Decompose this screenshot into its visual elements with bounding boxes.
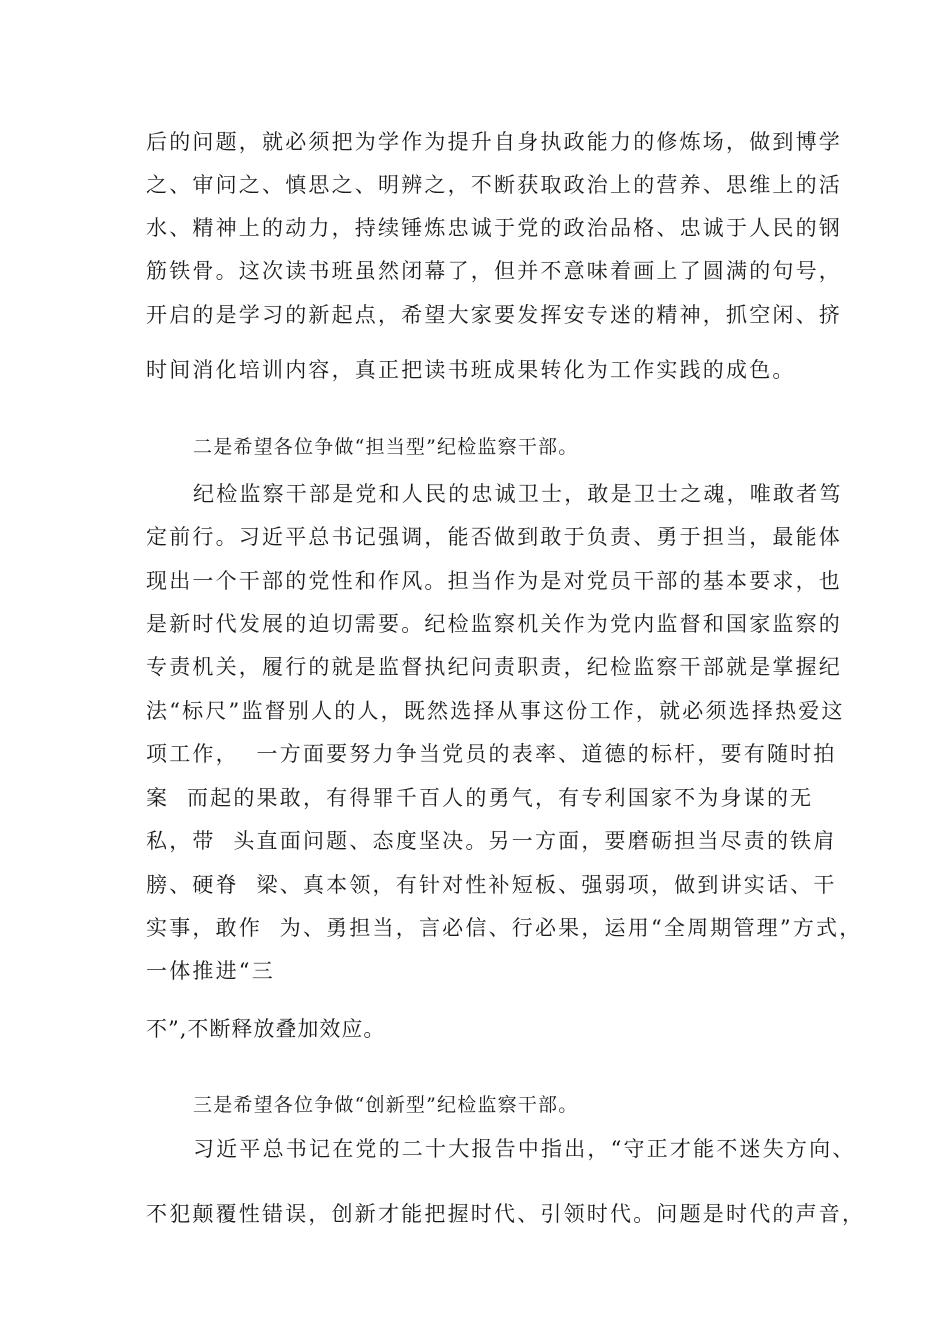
paragraph-2-line-9: 私，带 头直面问题、态度坚决。另一方面，要磨砺担当尽责的铁肩 bbox=[146, 829, 837, 853]
paragraph-1-line-2: 之、审问之、慎思之、明辨之，不断获取政治上的营养、思维上的活 bbox=[146, 173, 842, 197]
paragraph-3-line-2: 不犯颠覆性错误，创新才能把握时代、引领时代。问题是时代的声音， bbox=[146, 1202, 866, 1226]
paragraph-2-line-2: 定前行。习近平总书记强调，能否做到敢于负责、勇于担当，最能体 bbox=[146, 525, 842, 549]
section-heading-2: 二是希望各位争做“担当型”纪检监察干部。 bbox=[193, 436, 579, 458]
paragraph-2-line-5: 专责机关，履行的就是监督执纪问责职责，纪检监察干部就是掌握纪 bbox=[146, 655, 842, 679]
paragraph-2-line-7: 项工作， 一方面要努力争当党员的表率、道德的标杆，要有随时拍 bbox=[146, 742, 837, 766]
paragraph-2-line-8: 案 而起的果敢，有得罪千百人的勇气，有专利国家不为身谋的无 bbox=[146, 786, 814, 810]
paragraph-2-line-12: 一体推进“三 bbox=[146, 959, 275, 983]
section-heading-3: 三是希望各位争做“创新型”纪检监察干部。 bbox=[193, 1094, 579, 1116]
paragraph-2-line-13: 不”,不断释放叠加效应。 bbox=[146, 1017, 386, 1041]
paragraph-1-line-6: 时间消化培训内容，真正把读书班成果转化为工作实践的成色。 bbox=[146, 358, 796, 382]
paragraph-1-line-1: 后的问题，就必须把为学作为提升自身执政能力的修炼场，做到博学 bbox=[146, 130, 842, 154]
paragraph-3-line-1: 习近平总书记在党的二十大报告中指出，“守正才能不迷失方向、 bbox=[193, 1137, 856, 1161]
paragraph-2-line-6: 法“标尺”监督别人的人，既然选择从事这份工作，就必须选择热爱这 bbox=[146, 699, 845, 723]
paragraph-2-line-4: 是新时代发展的迫切需要。纪检监察机关作为党内监督和国家监察的 bbox=[146, 612, 842, 636]
paragraph-2-line-1: 纪检监察干部是党和人民的忠诚卫士，敢是卫士之魂，唯敢者笃 bbox=[193, 482, 843, 506]
paragraph-1-line-3: 水、精神上的动力，持续锤炼忠诚于党的政治品格、忠诚于人民的钢 bbox=[146, 216, 842, 240]
paragraph-2-line-10: 膀、硬脊 梁、真本领，有针对性补短板、强弱项，做到讲实话、干 bbox=[146, 873, 837, 897]
paragraph-1-line-4: 筋铁骨。这次读书班虽然闭幕了，但并不意味着画上了圆满的句号， bbox=[146, 259, 842, 283]
paragraph-2-line-3: 现出一个干部的党性和作风。担当作为是对党员干部的基本要求，也 bbox=[146, 569, 842, 593]
paragraph-2-line-11: 实事，敢作 为、勇担当，言必信、行必果，运用“全周期管理”方式， bbox=[146, 916, 863, 940]
paragraph-1-line-5: 开启的是学习的新起点，希望大家要发挥安专迷的精神，抓空闲、挤 bbox=[146, 303, 842, 327]
